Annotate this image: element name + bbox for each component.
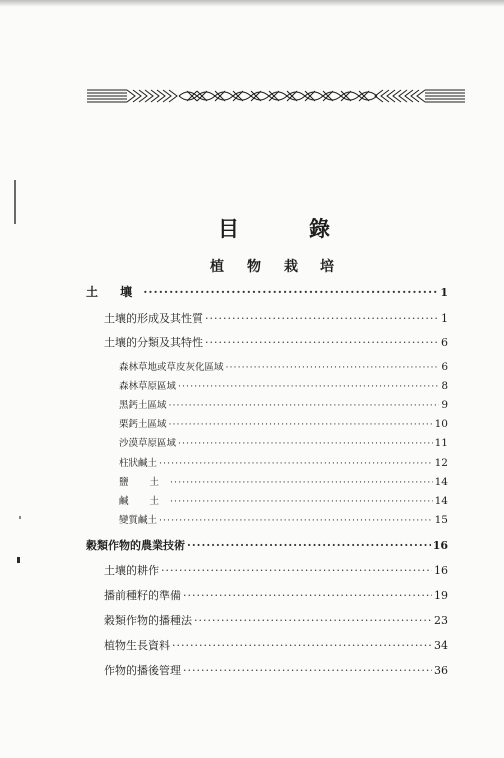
leader-dots	[194, 615, 432, 626]
toc-entry-label: 黑鈣土區域	[119, 400, 167, 411]
toc-entry-label: 播前種籽的準備	[104, 589, 181, 602]
leader-dots	[183, 590, 432, 601]
toc-entry-label: 土 壤	[86, 285, 142, 299]
toc-entry-label: 作物的播後管理	[104, 664, 181, 677]
scan-mark	[14, 180, 16, 224]
subtitle-char: 物	[247, 259, 261, 275]
leader-dots	[169, 420, 433, 430]
page-top-edge	[0, 0, 504, 7]
toc-entry-label: 沙漠草原區域	[119, 438, 177, 449]
toc-entry-label: 森林草原區域	[119, 381, 177, 392]
leader-dots	[205, 337, 439, 348]
toc-entry-page: 9	[441, 399, 448, 411]
toc-entry-page: 16	[432, 539, 448, 552]
subtitle-char: 植	[210, 259, 224, 275]
toc-entry[interactable]	[119, 400, 448, 411]
toc-entry[interactable]	[119, 515, 448, 526]
toc-entry[interactable]	[104, 565, 448, 576]
leader-dots	[161, 565, 432, 576]
toc-entry[interactable]	[86, 286, 448, 298]
toc-entry-page: 11	[434, 437, 448, 449]
toc-entry[interactable]	[119, 496, 448, 507]
toc-entry-page: 15	[434, 514, 448, 526]
toc-entry-label: 柱狀鹹土	[119, 458, 158, 469]
leader-dots	[205, 313, 439, 324]
leader-dots	[172, 640, 432, 651]
toc-entry-label: 土壤的分類及其特性	[104, 336, 203, 349]
toc-entry-page: 12	[434, 457, 448, 469]
leader-dots	[187, 540, 431, 551]
toc-entry-page: 10	[434, 418, 448, 430]
toc-entry-page: 16	[434, 564, 448, 577]
leader-dots	[159, 459, 433, 469]
toc-entry[interactable]	[119, 458, 448, 469]
leader-dots	[143, 286, 438, 298]
toc-entry[interactable]	[104, 337, 448, 348]
leader-dots	[170, 478, 433, 488]
title-char-1: 目	[218, 216, 239, 241]
subtitle-char: 栽	[284, 259, 298, 275]
toc-entry[interactable]	[119, 362, 448, 373]
subtitle-char: 培	[320, 259, 334, 275]
scan-mark	[19, 516, 21, 519]
toc-entry[interactable]	[104, 615, 448, 626]
toc-entry-page: 19	[434, 589, 448, 602]
toc-entry-page: 14	[434, 476, 448, 488]
toc-entry-label: 鹹 土	[119, 496, 169, 507]
leader-dots	[170, 497, 433, 507]
toc-entry-page: 34	[434, 639, 448, 652]
toc-entry-label: 穀類作物的農業技術	[86, 539, 185, 552]
toc-entry[interactable]	[104, 640, 448, 651]
leader-dots	[178, 382, 439, 392]
toc-entry[interactable]	[86, 540, 448, 551]
toc-entry-page: 1	[440, 286, 448, 299]
ornament-border	[87, 88, 465, 104]
toc-entry-label: 變質鹹土	[119, 515, 158, 526]
toc-entry-label: 穀類作物的播種法	[104, 614, 192, 627]
toc-entry[interactable]	[119, 381, 448, 392]
toc-entry-label: 土壤的形成及其性質	[104, 312, 203, 325]
leader-dots	[159, 516, 433, 526]
leader-dots	[169, 401, 440, 411]
toc-entry-page: 1	[441, 312, 448, 325]
toc-entry-page: 6	[441, 336, 448, 349]
toc-entry-label: 鹽 土	[119, 477, 169, 488]
title-char-2: 錄	[309, 216, 330, 241]
toc-entry[interactable]	[119, 477, 448, 488]
scan-mark	[17, 557, 20, 563]
leader-dots	[226, 363, 440, 373]
toc-entry-page: 36	[434, 664, 448, 677]
toc-entry[interactable]	[104, 590, 448, 601]
toc-entry-label: 栗鈣土區域	[119, 419, 167, 430]
toc-entry-page: 8	[441, 380, 448, 392]
toc-entry[interactable]	[119, 438, 448, 449]
toc-entry[interactable]	[104, 665, 448, 676]
toc-entry-label: 植物生長資料	[104, 639, 170, 652]
toc-entry[interactable]	[119, 419, 448, 430]
leader-dots	[183, 665, 432, 676]
toc-entry-page: 6	[441, 361, 448, 373]
toc-entry[interactable]	[104, 313, 448, 324]
toc-entry-page: 14	[434, 495, 448, 507]
leader-dots	[178, 439, 433, 449]
toc-entry-page: 23	[434, 614, 448, 627]
toc-entry-label: 土壤的耕作	[104, 564, 159, 577]
toc-entry-label: 森林草地或草皮灰化區域	[119, 362, 224, 373]
